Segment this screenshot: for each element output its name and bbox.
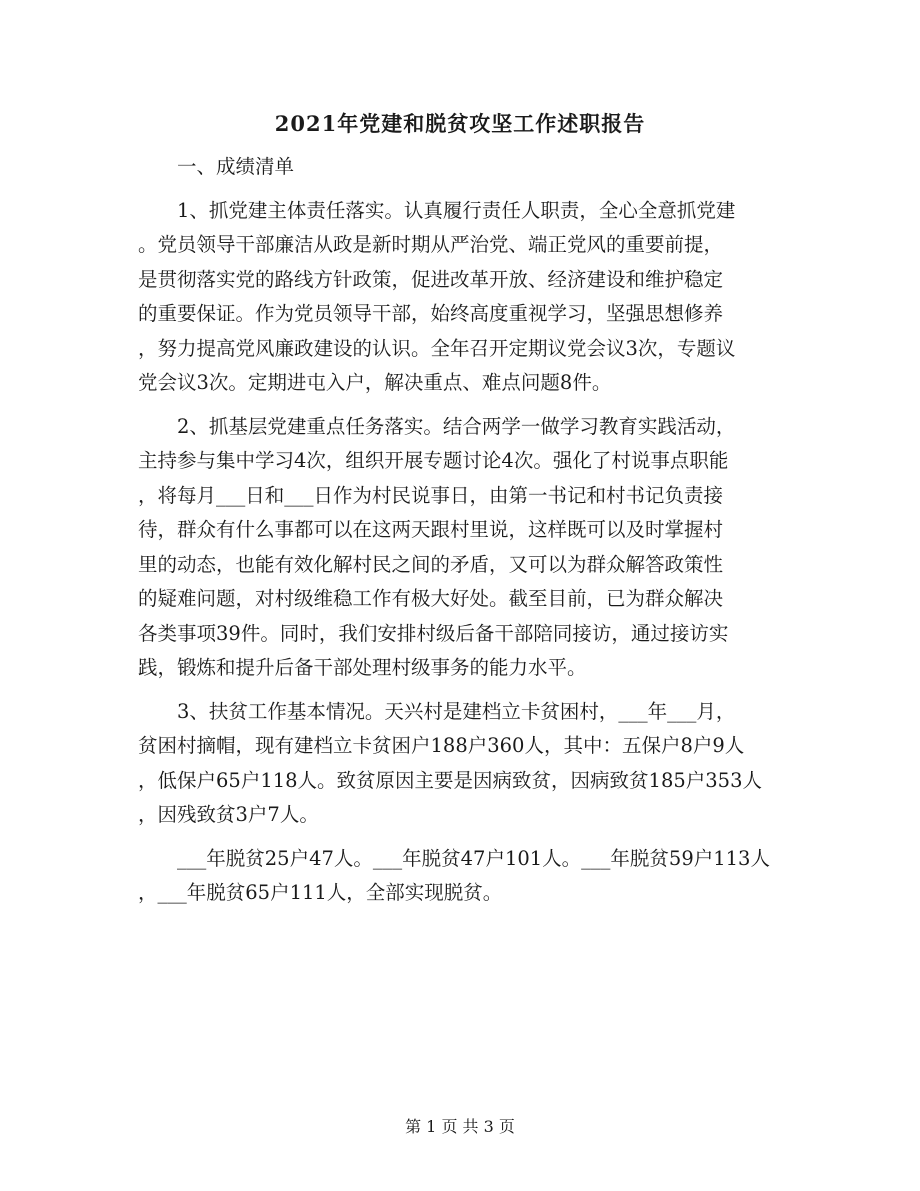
paragraph-4 [138, 842, 788, 911]
paragraph-line: 。党员领导干部廉洁从政是新时期从严治党、端正党风的重要前提， [138, 233, 724, 256]
paragraph-line: ___年脱贫25户47人。___年脱贫47户101人。___年脱贫59户113人 [177, 846, 770, 870]
paragraph-line: 是贯彻落实党的路线方针政策，促进改革开放、经济建设和维护稳定 [138, 267, 724, 291]
document-body [138, 150, 788, 920]
paragraph-3 [138, 695, 788, 833]
paragraph-2 [138, 410, 788, 686]
paragraph-line: 各类事项39件。同时，我们安排村级后备干部陪同接访，通过接访实 [138, 621, 729, 645]
paragraph-line: 党会议3次。定期进屯入户，解决重点、难点问题8件。 [138, 371, 612, 394]
paragraph-line: 一、成绩清单 [177, 155, 295, 178]
paragraph-line: 1、抓党建主体责任落实。认真履行责任人职责，全心全意抓党建 [177, 198, 736, 222]
page-footer [0, 1114, 920, 1137]
section-heading [138, 150, 788, 185]
paragraph-line: 3、扶贫工作基本情况。天兴村是建档立卡贫困村，___年___月， [177, 699, 736, 723]
paragraph-line: ，将每月___日和___日作为村民说事日，由第一书记和村书记负责接 [138, 483, 724, 507]
document-title: 2021年党建和脱贫攻坚工作述职报告 [274, 111, 646, 136]
paragraph-line: ，___年脱贫65户111人，全部实现脱贫。 [138, 881, 503, 904]
page-number: 第 1 页 共 3 页 [405, 1117, 515, 1136]
paragraph-line: 的重要保证。作为党员领导干部，始终高度重视学习，坚强思想修养 [138, 302, 724, 325]
paragraph-1 [138, 194, 788, 401]
paragraph-line: 的疑难问题，对村级维稳工作有极大好处。截至目前，已为群众解决 [138, 587, 724, 610]
paragraph-line: 践，锻炼和提升后备干部处理村级事务的能力水平。 [138, 656, 587, 679]
paragraph-line: ，努力提高党风廉政建设的认识。全年召开定期议党会议3次，专题议 [138, 336, 736, 360]
paragraph-line: 贫困村摘帽，现有建档立卡贫困户188户360人，其中：五保户8户9人 [138, 734, 745, 757]
paragraph-line: 待，群众有什么事都可以在这两天跟村里说，这样既可以及时掌握村 [138, 518, 724, 541]
paragraph-line: 主持参与集中学习4次，组织开展专题讨论4次。强化了村说事点职能 [138, 449, 729, 472]
paragraph-line: 里的动态，也能有效化解村民之间的矛盾，又可以为群众解答政策性 [138, 552, 724, 576]
paragraph-line: 2、抓基层党建重点任务落实。结合两学一做学习教育实践活动， [177, 414, 736, 438]
paragraph-line: ，低保户65户118人。致贫原因主要是因病致贫，因病致贫185户353人 [138, 768, 762, 792]
paragraph-line: ，因残致贫3户7人。 [138, 803, 319, 826]
